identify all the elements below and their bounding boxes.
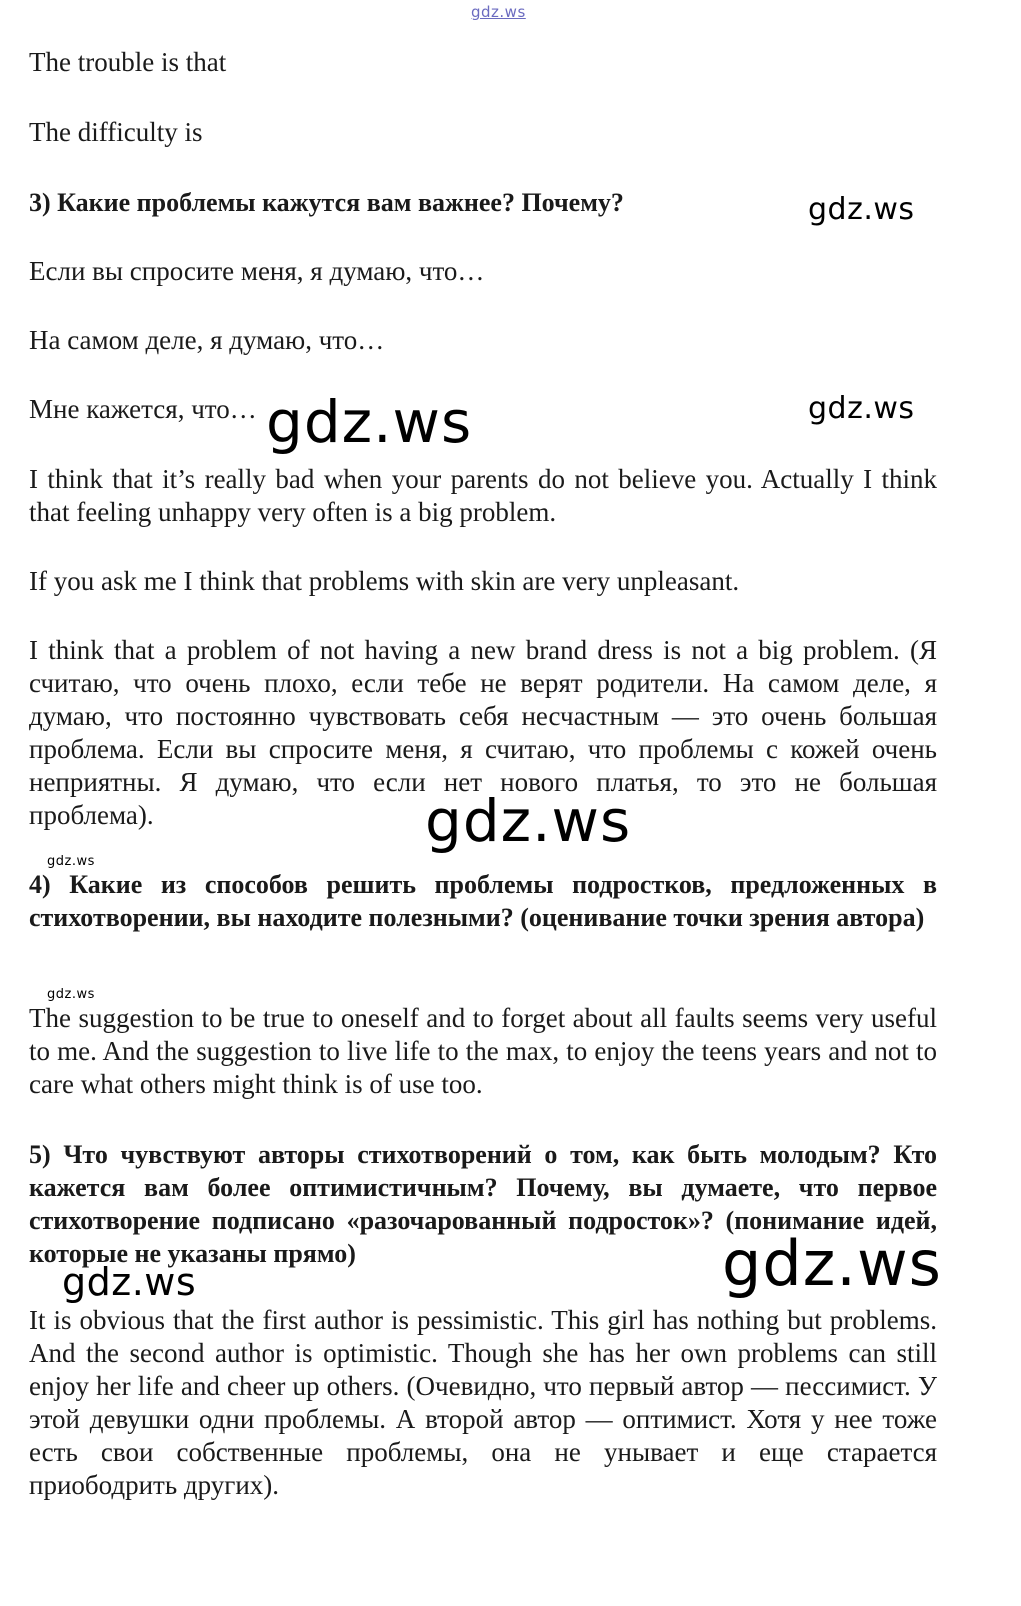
question-3: 3) Какие проблемы кажутся вам важнее? Почему? [29, 188, 624, 217]
ru-phrase-1: Если вы спросите меня, я думаю, что… [29, 256, 485, 286]
phrase-difficulty: The difficulty is [29, 117, 203, 147]
watermark-small-2: gdz.ws [47, 987, 95, 1002]
watermark-big-2: gdz.ws [425, 787, 632, 855]
question-4: 4) Какие из способов решить проблемы подростков, предложенных в стихотворении, вы находите полезными? (оценивание точки зрения автора) [29, 870, 937, 932]
answer-3-paragraph-1: I think that it’s really bad when your parents do not believe you. Actually I think that feeling unhappy very often is a big problem. [29, 464, 937, 527]
answer-5: It is obvious that the first author is pessimistic. This girl has nothing but problems. And the second author is optimistic. Though she has her own problems can still enjoy her life and cheer up others. (Очевидно, что первый автор — пессимист. У этой девушки одни проблемы. А второй автор — оптимист. Хотя у нее тоже есть свои собственные проблемы, она не унывает и еще старается приободрить других). [29, 1305, 937, 1500]
ru-phrase-3: Мне кажется, что… [29, 394, 257, 424]
answer-4: The suggestion to be true to oneself and to forget about all faults seems very useful to me. And the suggestion to live life to the max, to enjoy the teens years and not to care what others might think is of use too. [29, 1003, 937, 1099]
watermark-small-1: gdz.ws [47, 854, 95, 869]
answer-3-paragraph-2: If you ask me I think that problems with skin are very unpleasant. [29, 566, 740, 596]
ru-phrase-2: На самом деле, я думаю, что… [29, 325, 385, 355]
watermark-right-2: gdz.ws [808, 391, 915, 426]
question-5: 5) Что чувствуют авторы стихотворений о том, как быть молодым? Кто кажется вам более оптимистичным? Почему, вы думаете, что первое стихотворение подписано «разочарованный подросток»? (понимание идей, которые не указаны прямо) [29, 1140, 937, 1268]
watermark-huge-right: gdz.ws [722, 1227, 942, 1300]
watermark-right-1: gdz.ws [808, 192, 915, 227]
watermark-top: gdz.ws [471, 3, 526, 21]
answer-3-paragraph-3: I think that a problem of not having a new brand dress is not a big problem. (Я считаю, что очень плохо, если тебе не верят родители. На самом деле, я думаю, что постоянно чувствовать себя несчастным — это очень большая проблема. Если вы спросите меня, я считаю, что проблемы с кожей очень неприятны. Я думаю, что если нет нового платья, то это не большая проблема). [29, 635, 937, 830]
watermark-big-left: gdz.ws [62, 1260, 197, 1304]
phrase-trouble: The trouble is that [29, 47, 227, 77]
watermark-big-1: gdz.ws [266, 388, 473, 456]
